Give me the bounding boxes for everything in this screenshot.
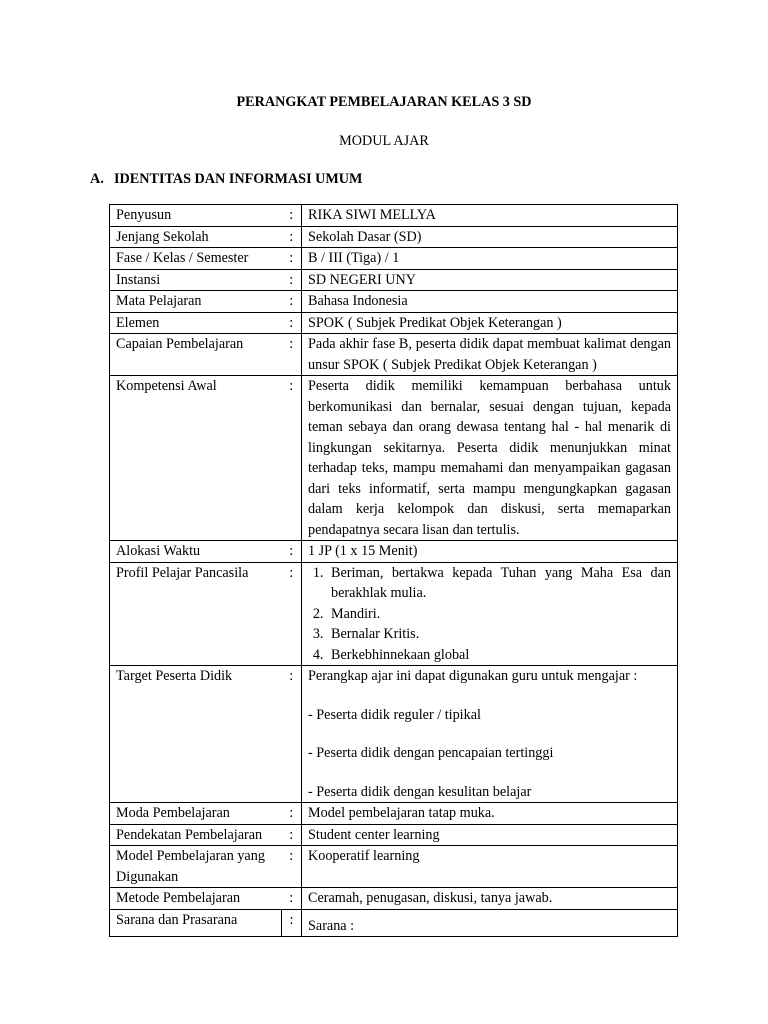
spacer bbox=[308, 687, 671, 705]
row-label-moda: Moda Pembelajaran bbox=[110, 803, 282, 825]
row-value-capaian: Pada akhir fase B, peserta didik dapat membuat kalimat dengan unsur SPOK ( Subjek Predikat Objek Keterangan ) bbox=[302, 334, 678, 376]
section-heading-text: IDENTITAS DAN INFORMASI UMUM bbox=[114, 171, 363, 187]
document-title: PERANGKAT PEMBELAJARAN KELAS 3 SD bbox=[236, 94, 532, 110]
table-row bbox=[110, 291, 678, 313]
table-row bbox=[110, 666, 678, 803]
table-row bbox=[110, 269, 678, 291]
row-label-instansi: Instansi bbox=[110, 269, 282, 291]
target-item: - Peserta didik dengan pencapaian tertinggi bbox=[308, 745, 554, 761]
row-label-model: Model Pembelajaran yang Digunakan bbox=[110, 846, 282, 888]
row-label-penyusun: Penyusun bbox=[110, 205, 282, 227]
row-label-target: Target Peserta Didik bbox=[110, 666, 282, 803]
row-value-penyusun: RIKA SIWI MELLYA bbox=[302, 205, 678, 227]
colon: : bbox=[282, 269, 302, 291]
row-value-fase: B / III (Tiga) / 1 bbox=[302, 248, 678, 270]
colon: : bbox=[282, 803, 302, 825]
row-value-profil bbox=[302, 562, 678, 666]
table-row bbox=[110, 824, 678, 846]
row-label-pendekatan: Pendekatan Pembelajaran bbox=[110, 824, 282, 846]
spacer bbox=[308, 764, 671, 782]
row-value-kompetensi: Peserta didik memiliki kemampuan berbahasa untuk berkomunikasi dan bernalar, sesuai dengan tujuan, kepada teman sebaya dan orang dewasa tentang hal - hal menarik di lingkungan sekitarnya. Peserta didik menunjukkan minat terhadap teks, mampu memahami dan menyampaikan gagasan dari teks informatif, serta mampu mengungkapkan gagasan dalam kerja kelompok dan diskusi, serta memaparkan pendapatnya secara lisan dan tertulis. bbox=[302, 376, 678, 541]
colon: : bbox=[282, 541, 302, 563]
row-value-sarana: Sarana : bbox=[302, 909, 678, 937]
identity-table bbox=[109, 204, 678, 937]
table-row bbox=[110, 562, 678, 666]
colon: : bbox=[282, 562, 302, 666]
row-value-instansi: SD NEGERI UNY bbox=[302, 269, 678, 291]
row-label-sarana: Sarana dan Prasarana bbox=[110, 909, 282, 937]
table-row bbox=[110, 541, 678, 563]
colon: : bbox=[282, 312, 302, 334]
section-heading bbox=[90, 171, 362, 188]
target-intro: Perangkap ajar ini dapat digunakan guru untuk mengajar : bbox=[308, 668, 638, 684]
row-value-jenjang: Sekolah Dasar (SD) bbox=[302, 226, 678, 248]
colon: : bbox=[282, 909, 302, 937]
table-row bbox=[110, 226, 678, 248]
colon: : bbox=[282, 666, 302, 803]
row-label-elemen: Elemen bbox=[110, 312, 282, 334]
colon: : bbox=[282, 205, 302, 227]
row-label-mapel: Mata Pelajaran bbox=[110, 291, 282, 313]
row-label-capaian: Capaian Pembelajaran bbox=[110, 334, 282, 376]
table-row bbox=[110, 248, 678, 270]
row-value-pendekatan: Student center learning bbox=[302, 824, 678, 846]
row-value-moda: Model pembelajaran tatap muka. bbox=[302, 803, 678, 825]
table-row bbox=[110, 205, 678, 227]
row-label-fase: Fase / Kelas / Semester bbox=[110, 248, 282, 270]
row-value-model: Kooperatif learning bbox=[302, 846, 678, 888]
row-label-jenjang: Jenjang Sekolah bbox=[110, 226, 282, 248]
row-value-mapel: Bahasa Indonesia bbox=[302, 291, 678, 313]
row-label-profil: Profil Pelajar Pancasila bbox=[110, 562, 282, 666]
target-item: - Peserta didik dengan kesulitan belajar bbox=[308, 783, 532, 800]
list-item: 2. Mandiri. bbox=[327, 604, 671, 625]
table-row bbox=[110, 312, 678, 334]
row-label-alokasi: Alokasi Waktu bbox=[110, 541, 282, 563]
row-value-target bbox=[302, 666, 678, 803]
table-row bbox=[110, 334, 678, 376]
table-row bbox=[110, 376, 678, 541]
table-row bbox=[110, 888, 678, 910]
colon: : bbox=[282, 376, 302, 541]
list-item: 1. Beriman, bertakwa kepada Tuhan yang Maha Esa dan berakhlak mulia. bbox=[327, 563, 671, 604]
colon: : bbox=[282, 846, 302, 888]
table-row bbox=[110, 909, 678, 937]
row-label-kompetensi: Kompetensi Awal bbox=[110, 376, 282, 541]
table-row bbox=[110, 846, 678, 888]
section-letter: A. bbox=[90, 171, 104, 187]
document-subtitle: MODUL AJAR bbox=[339, 133, 429, 149]
row-value-alokasi: 1 JP (1 x 15 Menit) bbox=[302, 541, 678, 563]
row-value-metode: Ceramah, penugasan, diskusi, tanya jawab. bbox=[302, 888, 678, 910]
colon: : bbox=[282, 291, 302, 313]
colon: : bbox=[282, 824, 302, 846]
row-value-elemen: SPOK ( Subjek Predikat Objek Keterangan ) bbox=[302, 312, 678, 334]
table-row bbox=[110, 803, 678, 825]
colon: : bbox=[282, 226, 302, 248]
row-label-metode: Metode Pembelajaran bbox=[110, 888, 282, 910]
spacer bbox=[308, 725, 671, 743]
list-item: 4. Berkebhinnekaan global bbox=[327, 645, 671, 666]
colon: : bbox=[282, 248, 302, 270]
colon: : bbox=[282, 888, 302, 910]
target-item: - Peserta didik reguler / tipikal bbox=[308, 706, 481, 723]
colon: : bbox=[282, 334, 302, 376]
profil-list bbox=[308, 563, 671, 666]
list-item: 3. Bernalar Kritis. bbox=[327, 624, 671, 645]
